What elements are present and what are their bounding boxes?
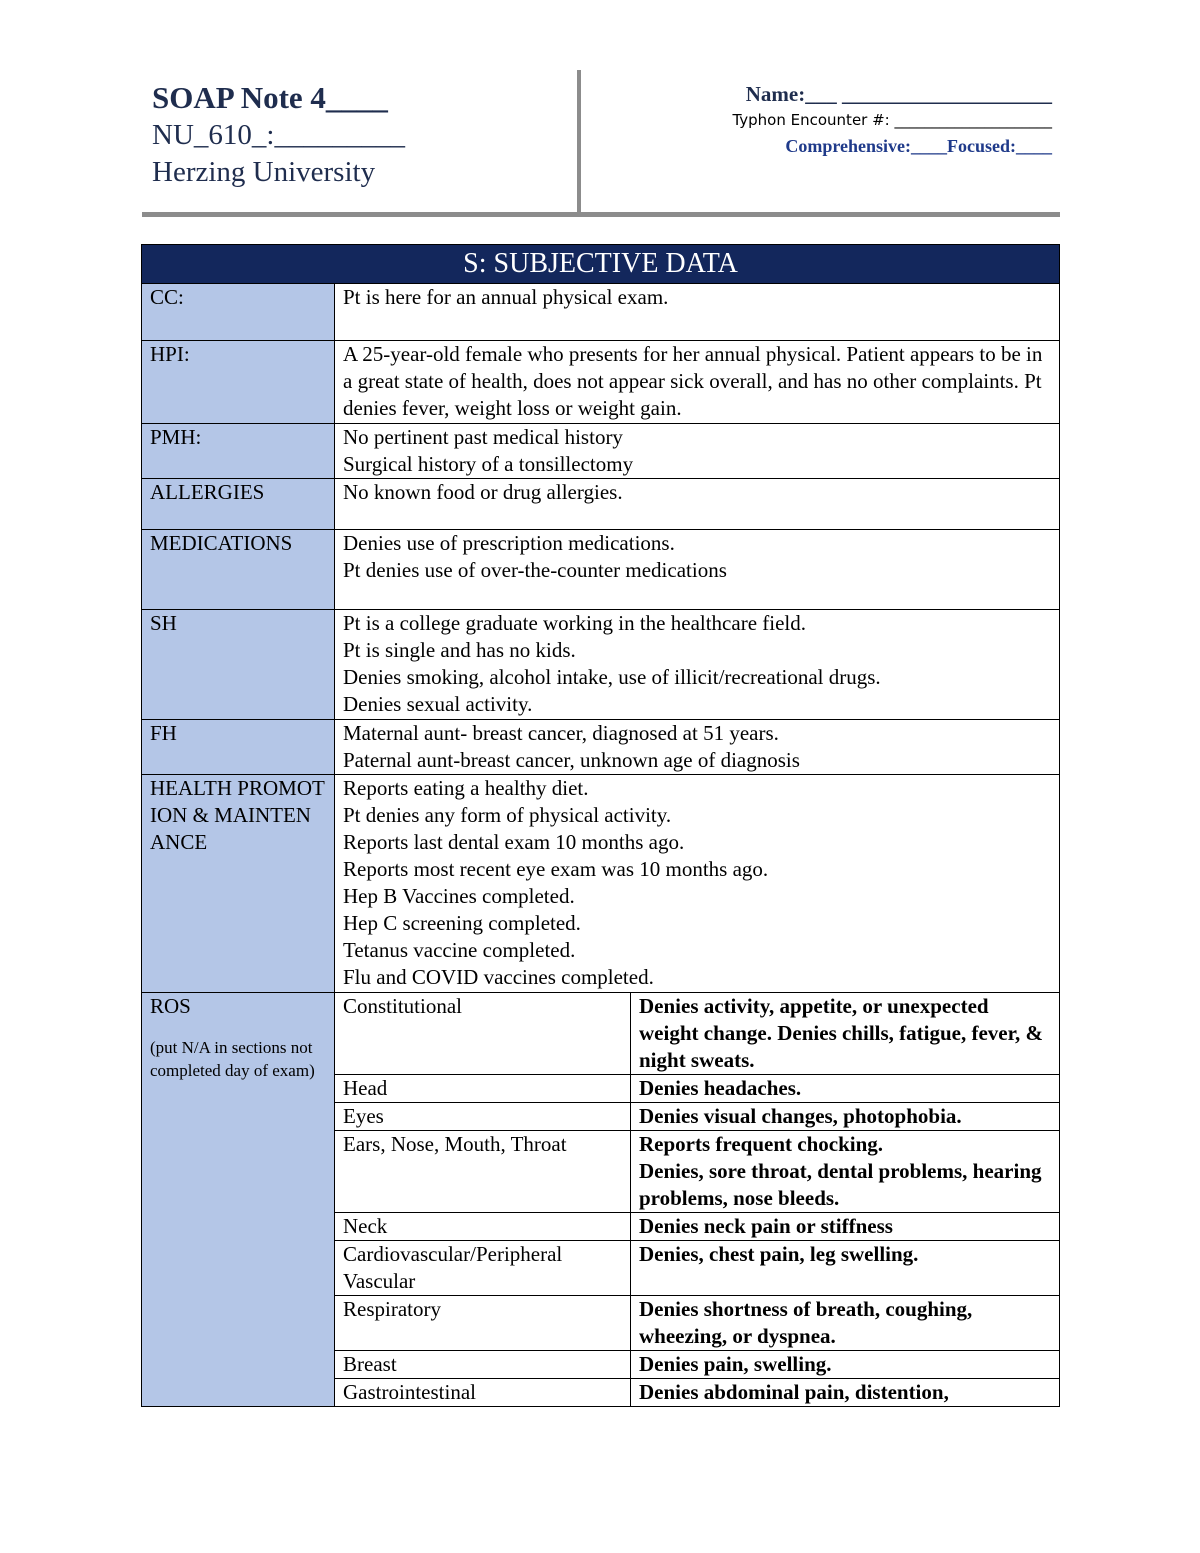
header-vertical-divider bbox=[577, 70, 581, 214]
table-row bbox=[142, 341, 1060, 424]
ros-system: Cardiovascular/Peripheral Vascular bbox=[335, 1241, 631, 1296]
row-value: No known food or drug allergies. bbox=[335, 479, 1060, 530]
text-line: Denies use of prescription medications. bbox=[343, 531, 675, 555]
ros-finding: Denies shortness of breath, coughing, wheezing, or dyspnea. bbox=[631, 1296, 1060, 1351]
text-line: Paternal aunt-breast cancer, unknown age of diagnosis bbox=[343, 748, 800, 772]
row-label: MEDICATIONS bbox=[142, 530, 335, 610]
row-value: Pt is here for an annual physical exam. bbox=[335, 284, 1060, 341]
row-label: SH bbox=[142, 610, 335, 720]
row-label: ALLERGIES bbox=[142, 479, 335, 530]
ros-label-cell bbox=[142, 993, 335, 1407]
header-left bbox=[152, 80, 405, 190]
section-heading: S: SUBJECTIVE DATA bbox=[142, 245, 1060, 284]
table-row bbox=[142, 993, 1060, 1075]
row-value bbox=[335, 610, 1060, 720]
table-row bbox=[142, 284, 1060, 341]
school-name: Herzing University bbox=[152, 156, 376, 188]
ros-finding: Denies visual changes, photophobia. bbox=[631, 1103, 1060, 1131]
row-value bbox=[335, 424, 1060, 479]
table-row bbox=[142, 720, 1060, 775]
ros-system: Breast bbox=[335, 1351, 631, 1379]
ros-system: Head bbox=[335, 1075, 631, 1103]
table-row bbox=[142, 424, 1060, 479]
ros-system: Eyes bbox=[335, 1103, 631, 1131]
header-right bbox=[612, 80, 1052, 160]
row-label: HEALTH PROMOTION & MAINTENANCE bbox=[142, 775, 335, 993]
typhon-encounter-field: Typhon Encounter #: _____________________ bbox=[732, 111, 1052, 129]
row-label: FH bbox=[142, 720, 335, 775]
name-field: Name:___ ____________________ bbox=[745, 82, 1052, 106]
row-value bbox=[335, 530, 1060, 610]
row-label: ROS bbox=[150, 994, 191, 1018]
text-line: Denies sexual activity. bbox=[343, 692, 533, 716]
text-line: Reports frequent chocking. bbox=[639, 1132, 884, 1156]
exam-type-field: Comprehensive:____Focused:____ bbox=[785, 136, 1052, 156]
ros-finding: Denies headaches. bbox=[631, 1075, 1060, 1103]
ros-finding: Denies abdominal pain, distention, bbox=[631, 1379, 1060, 1407]
ros-finding: Denies activity, appetite, or unexpected weight change. Denies chills, fatigue, fever, & night sweats. bbox=[631, 993, 1060, 1075]
document-title: SOAP Note 4____ bbox=[152, 80, 388, 115]
ros-system: Ears, Nose, Mouth, Throat bbox=[335, 1131, 631, 1213]
row-label: CC: bbox=[142, 284, 335, 341]
row-label: PMH: bbox=[142, 424, 335, 479]
text-line: Reports most recent eye exam was 10 months ago. bbox=[343, 857, 769, 881]
ros-instruction-note: (put N/A in sections not completed day of exam) bbox=[150, 1038, 315, 1080]
ros-system: Gastrointestinal bbox=[335, 1379, 631, 1407]
text-line: Pt denies use of over-the-counter medications bbox=[343, 558, 727, 582]
text-line: Pt is single and has no kids. bbox=[343, 638, 576, 662]
ros-system: Neck bbox=[335, 1213, 631, 1241]
text-line: Denies smoking, alcohol intake, use of illicit/recreational drugs. bbox=[343, 665, 881, 689]
text-line: Maternal aunt- breast cancer, diagnosed at 51 years. bbox=[343, 721, 779, 745]
text-line: Tetanus vaccine completed. bbox=[343, 938, 576, 962]
text-line: Hep B Vaccines completed. bbox=[343, 884, 575, 908]
text-line: Reports last dental exam 10 months ago. bbox=[343, 830, 685, 854]
ros-finding bbox=[631, 1131, 1060, 1213]
row-value bbox=[335, 775, 1060, 993]
row-value bbox=[335, 720, 1060, 775]
text-line: Pt is a college graduate working in the healthcare field. bbox=[343, 611, 806, 635]
text-line: Denies, sore throat, dental problems, hearing problems, nose bleeds. bbox=[639, 1159, 1042, 1210]
table-row bbox=[142, 610, 1060, 720]
table-row bbox=[142, 479, 1060, 530]
header-divider bbox=[142, 212, 1060, 217]
text-line: Pt denies any form of physical activity. bbox=[343, 803, 672, 827]
ros-finding: Denies, chest pain, leg swelling. bbox=[631, 1241, 1060, 1296]
text-line: Reports eating a healthy diet. bbox=[343, 776, 589, 800]
document-header bbox=[142, 70, 1060, 216]
text-line: Hep C screening completed. bbox=[343, 911, 581, 935]
text-line: No pertinent past medical history bbox=[343, 425, 623, 449]
table-row bbox=[142, 775, 1060, 993]
ros-system: Constitutional bbox=[335, 993, 631, 1075]
ros-finding: Denies neck pain or stiffness bbox=[631, 1213, 1060, 1241]
row-value: A 25-year-old female who presents for her annual physical. Patient appears to be in a great state of health, does not appear sick overall, and has no other complaints. Pt denies fever, weight loss or weight gain. bbox=[335, 341, 1060, 424]
ros-finding: Denies pain, swelling. bbox=[631, 1351, 1060, 1379]
course-code: NU_610_:_________ bbox=[152, 119, 405, 151]
ros-system: Respiratory bbox=[335, 1296, 631, 1351]
text-line: Surgical history of a tonsillectomy bbox=[343, 452, 634, 476]
text-line: Flu and COVID vaccines completed. bbox=[343, 965, 654, 989]
row-label: HPI: bbox=[142, 341, 335, 424]
subjective-data-table bbox=[141, 244, 1060, 1407]
table-row bbox=[142, 530, 1060, 610]
